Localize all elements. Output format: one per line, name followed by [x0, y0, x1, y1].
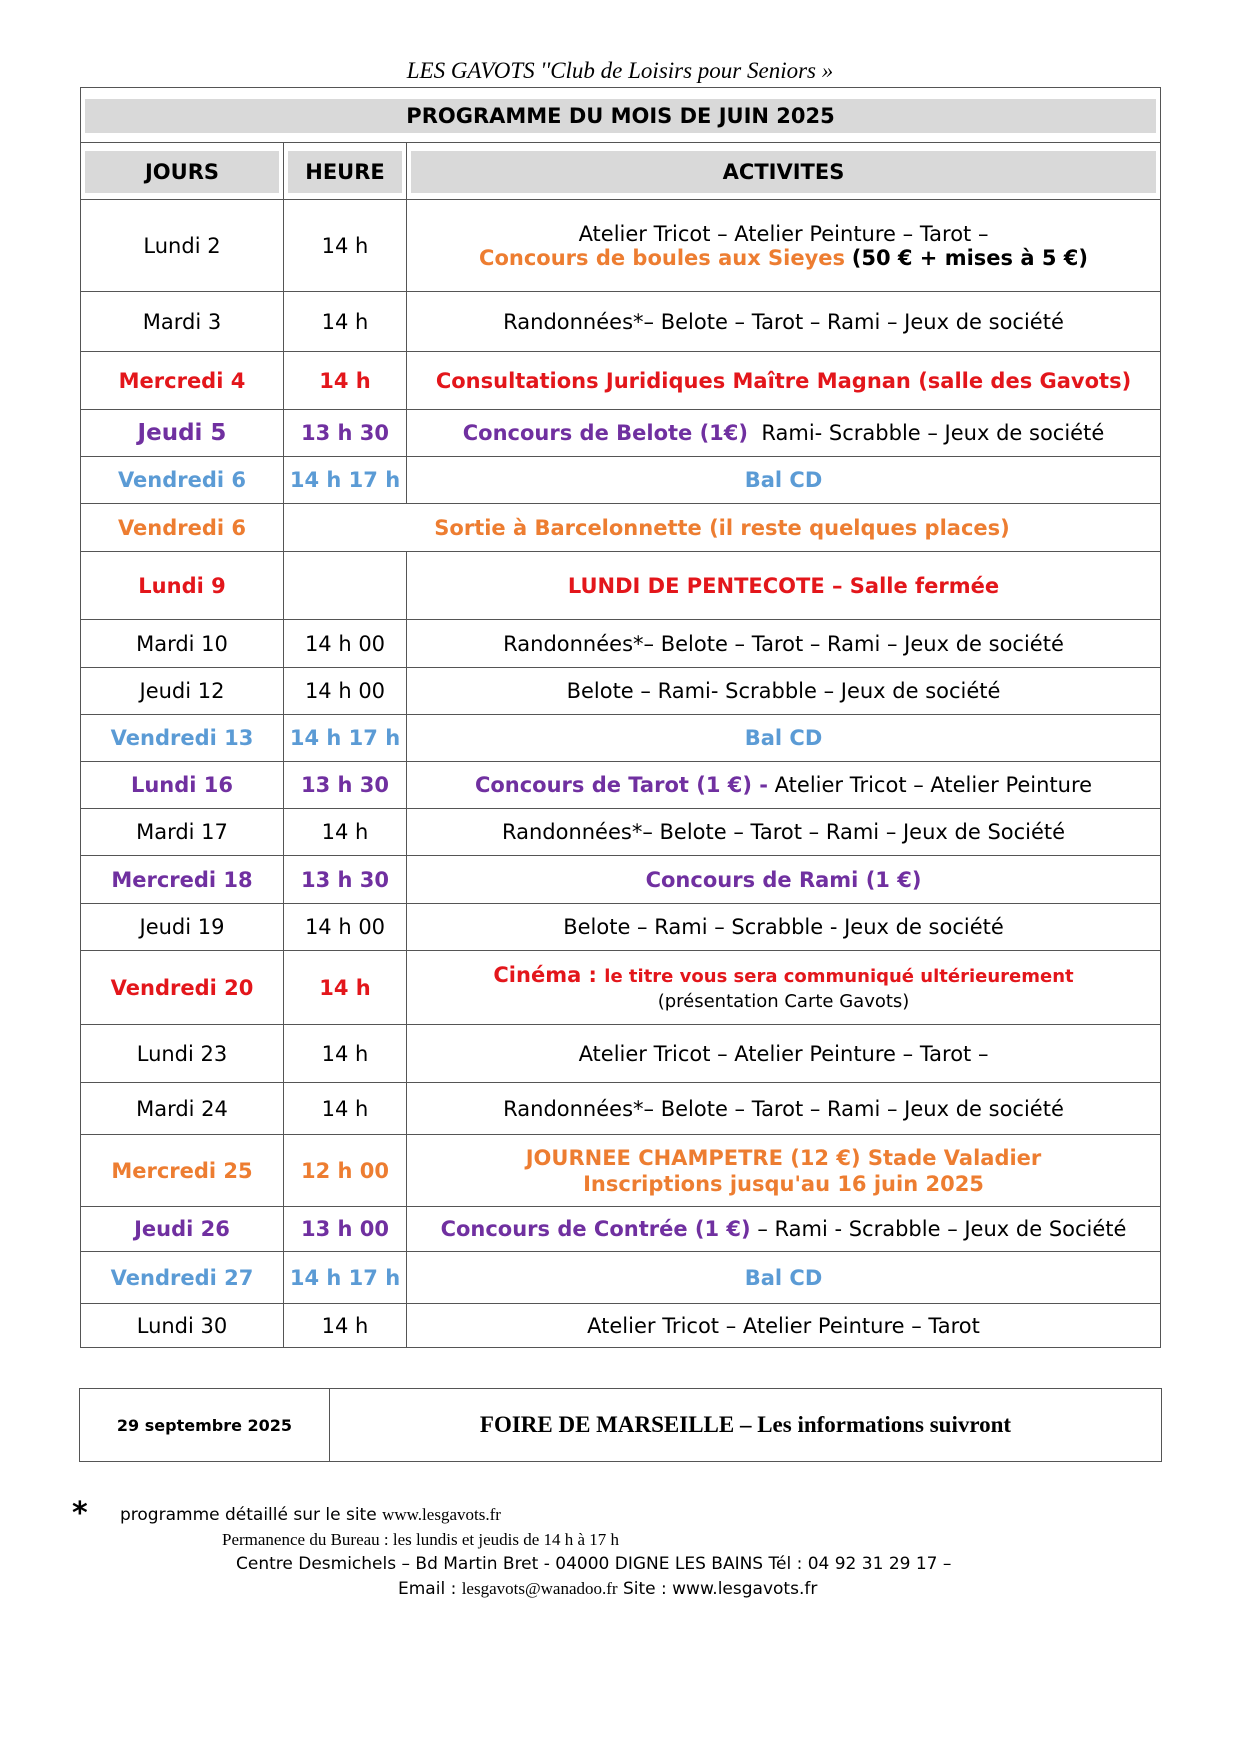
row-activities: Bal CD [407, 715, 1161, 762]
footer-note-text: programme détaillé sur le site [120, 1505, 377, 1525]
row-day: Vendredi 13 [81, 715, 284, 762]
row-day: Jeudi 12 [81, 668, 284, 715]
activity-subtitle: le titre vous sera communiqué ultérieurement [604, 966, 1074, 987]
row-time: 14 h [284, 200, 407, 292]
row-day: Mercredi 4 [81, 352, 284, 410]
program-table [80, 87, 1161, 1348]
row-day: Jeudi 26 [81, 1207, 284, 1252]
row-activities: Bal CD [407, 457, 1161, 504]
row-activities: Belote – Rami- Scrabble – Jeux de société [407, 668, 1161, 715]
row-activities: Sortie à Barcelonnette (il reste quelques places) [284, 504, 1161, 552]
row-activities [407, 410, 1161, 457]
club-title: LES GAVOTS ''Club de Loisirs pour Seniors » [406, 58, 834, 83]
foire-date: 29 septembre 2025 [80, 1389, 330, 1462]
activity-text: Atelier Tricot – Atelier Peinture [774, 773, 1093, 797]
row-activities: Concours de Rami (1 €) [407, 856, 1161, 904]
footer-note [120, 1505, 501, 1525]
row-time: 14 h 00 [284, 620, 407, 668]
row-time: 13 h 30 [284, 856, 407, 904]
table-row [81, 1207, 1161, 1252]
table-row [81, 668, 1161, 715]
activity-text: – Rami - Scrabble – Jeux de Société [757, 1217, 1127, 1241]
row-time: 13 h 30 [284, 410, 407, 457]
table-row [81, 457, 1161, 504]
col-days-header: JOURS [85, 151, 279, 193]
col-activities-header: ACTIVITES [411, 151, 1156, 193]
activity-text: Rami- Scrabble – Jeux de société [761, 421, 1105, 445]
activity-highlight: JOURNEE CHAMPETRE (12 €) Stade Valadier [525, 1145, 1042, 1170]
activity-highlight: Concours de Tarot (1 €) - [474, 773, 768, 797]
table-row [81, 951, 1161, 1025]
foire-text: FOIRE DE MARSEILLE – Les informations suivront [330, 1389, 1162, 1462]
row-activities [407, 200, 1161, 292]
row-day: Lundi 30 [81, 1304, 284, 1348]
table-row [81, 856, 1161, 904]
footer-email-label: Email : [398, 1579, 457, 1599]
row-activities: Atelier Tricot – Atelier Peinture – Tarot [407, 1304, 1161, 1348]
table-row [81, 292, 1161, 352]
row-time: 14 h 17 h [284, 715, 407, 762]
table-row [81, 1025, 1161, 1083]
row-day: Mardi 3 [81, 292, 284, 352]
row-day: Mercredi 25 [81, 1135, 284, 1207]
program-title-row [81, 88, 1161, 143]
row-activities [407, 951, 1161, 1025]
row-day: Vendredi 6 [81, 504, 284, 552]
row-activities: Bal CD [407, 1252, 1161, 1304]
row-day: Vendredi 6 [81, 457, 284, 504]
table-row [81, 620, 1161, 668]
table-row [81, 410, 1161, 457]
row-activities: Atelier Tricot – Atelier Peinture – Tarot – [407, 1025, 1161, 1083]
row-day: Lundi 2 [81, 200, 284, 292]
row-day: Vendredi 27 [81, 1252, 284, 1304]
row-day: Mardi 17 [81, 809, 284, 856]
row-day: Jeudi 5 [81, 410, 284, 457]
footer-note-site: www.lesgavots.fr [382, 1505, 501, 1524]
table-row [81, 904, 1161, 951]
row-day: Lundi 16 [81, 762, 284, 809]
row-activities: Randonnées*– Belote – Tarot – Rami – Jeux de société [407, 292, 1161, 352]
row-activities: Consultations Juridiques Maître Magnan (salle des Gavots) [407, 352, 1161, 410]
column-header-row [81, 143, 1161, 200]
col-time-header: HEURE [288, 151, 402, 193]
table-row [81, 200, 1161, 292]
footer-site[interactable]: Site : www.lesgavots.fr [622, 1579, 818, 1599]
row-activities [407, 762, 1161, 809]
table-row [81, 504, 1161, 552]
row-activities: Randonnées*– Belote – Tarot – Rami – Jeux de société [407, 1083, 1161, 1135]
table-row [81, 552, 1161, 620]
row-activities: Belote – Rami – Scrabble - Jeux de société [407, 904, 1161, 951]
footer-permanence: Permanence du Bureau : les lundis et jeudis de 14 h à 17 h [222, 1530, 620, 1549]
table-row [81, 809, 1161, 856]
row-activities: Randonnées*– Belote – Tarot – Rami – Jeux de société [407, 620, 1161, 668]
activity-highlight: Concours de boules aux Sieyes [479, 245, 846, 270]
row-day: Mardi 24 [81, 1083, 284, 1135]
table-row [81, 352, 1161, 410]
activity-highlight: Concours de Belote (1€) [462, 421, 749, 445]
footer-contact [398, 1579, 817, 1599]
footnote-star: * [72, 1496, 88, 1531]
activity-highlight: Cinéma : [493, 963, 597, 987]
activity-text: Atelier Tricot – Atelier Peinture – Tarot – [578, 221, 989, 246]
table-row [81, 1135, 1161, 1207]
table-row [81, 715, 1161, 762]
row-time: 14 h [284, 1304, 407, 1348]
table-row [81, 1252, 1161, 1304]
row-time: 14 h [284, 352, 407, 410]
row-time: 12 h 00 [284, 1135, 407, 1207]
row-time: 14 h [284, 1025, 407, 1083]
row-time: 14 h [284, 809, 407, 856]
row-activities [407, 1207, 1161, 1252]
table-row [81, 762, 1161, 809]
row-time: 13 h 00 [284, 1207, 407, 1252]
row-activities: Randonnées*– Belote – Tarot – Rami – Jeux de Société [407, 809, 1161, 856]
row-day: Lundi 9 [81, 552, 284, 620]
row-time [284, 552, 407, 620]
foire-table [79, 1388, 1162, 1462]
footer-address: Centre Desmichels – Bd Martin Bret - 04000 DIGNE LES BAINS Tél : 04 92 31 29 17 – [236, 1554, 952, 1574]
activity-price: (50 € + mises à 5 €) [851, 245, 1088, 270]
program-title: PROGRAMME DU MOIS DE JUIN 2025 [85, 99, 1156, 133]
row-time: 14 h 17 h [284, 457, 407, 504]
row-time: 14 h 17 h [284, 1252, 407, 1304]
row-day: Vendredi 20 [81, 951, 284, 1025]
row-time: 13 h 30 [284, 762, 407, 809]
row-day: Mercredi 18 [81, 856, 284, 904]
row-time: 14 h 00 [284, 904, 407, 951]
row-day: Jeudi 19 [81, 904, 284, 951]
row-time: 14 h [284, 951, 407, 1025]
row-day: Mardi 10 [81, 620, 284, 668]
footer-email[interactable]: lesgavots@wanadoo.fr [461, 1579, 618, 1598]
row-activities [407, 1135, 1161, 1207]
activity-highlight: Concours de Contrée (1 €) [440, 1217, 751, 1241]
row-activities: LUNDI DE PENTECOTE – Salle fermée [407, 552, 1161, 620]
row-time: 14 h [284, 292, 407, 352]
activity-note: (présentation Carte Gavots) [657, 991, 910, 1012]
activity-subtitle: Inscriptions jusqu'au 16 juin 2025 [583, 1171, 984, 1196]
table-row [81, 1083, 1161, 1135]
row-time: 14 h 00 [284, 668, 407, 715]
row-day: Lundi 23 [81, 1025, 284, 1083]
table-row [81, 1304, 1161, 1348]
row-time: 14 h [284, 1083, 407, 1135]
